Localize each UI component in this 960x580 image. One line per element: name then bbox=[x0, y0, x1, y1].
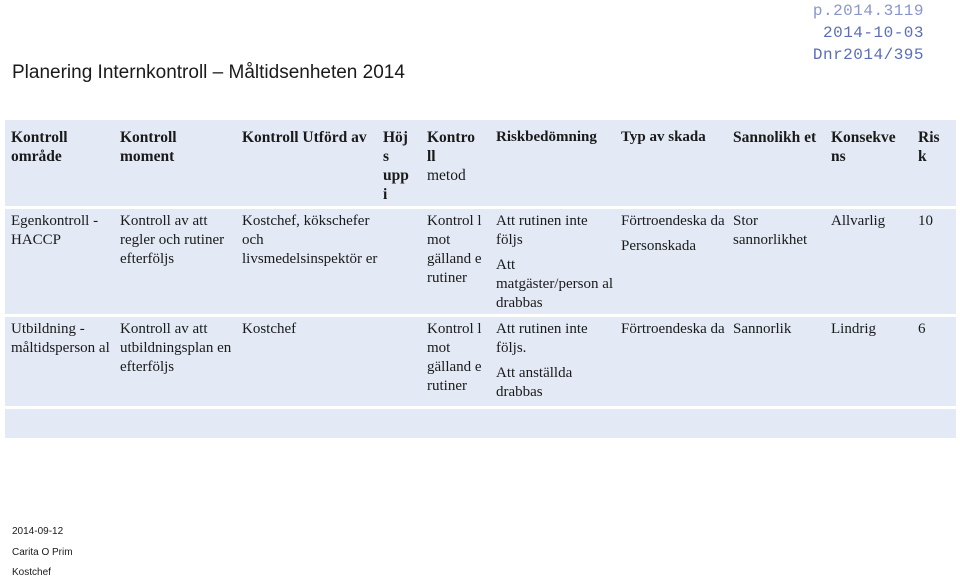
row1-sannolikhet: Stor sannorlikhet bbox=[733, 213, 808, 248]
header-kontroll-omrade: Kontroll område bbox=[11, 129, 68, 165]
row1-omrade: Egenkontroll - HACCP bbox=[11, 213, 99, 248]
header-kontroll-metod-normal: metod bbox=[427, 167, 466, 184]
footer-author: Carita O Prim bbox=[12, 547, 73, 558]
doc-ref-date: 2014-10-03 bbox=[822, 24, 924, 42]
footer-date: 2014-09-12 bbox=[12, 526, 64, 537]
footer-role: Kostchef bbox=[12, 567, 51, 578]
row1-risk-item: Att rutinen inte följs bbox=[496, 213, 588, 248]
row1-risk: 10 bbox=[918, 213, 933, 229]
header-konsekvens: Konsekve ns bbox=[831, 129, 896, 165]
row2-risk-item: Att rutinen inte följs. bbox=[496, 321, 588, 356]
row2-typ-av-skada: Förtroendeska da bbox=[621, 321, 725, 337]
row2-omrade: Utbildning - måltidsperson al bbox=[11, 321, 110, 356]
document-reference bbox=[813, 0, 924, 66]
row1-typ-av-skada bbox=[621, 212, 729, 256]
row1-utford: Kostchef, kökschefer och livsmedelsinspektör er bbox=[242, 213, 378, 267]
row2-riskbedomning bbox=[496, 320, 616, 402]
row1-metod: Kontrol l mot gälland e rutiner bbox=[427, 213, 482, 286]
row2-risk: 6 bbox=[918, 321, 926, 337]
row1-risk-item: Att matgäster/person al drabbas bbox=[496, 257, 614, 311]
header-riskbedomning: Riskbedömning bbox=[496, 129, 597, 145]
row-divider bbox=[5, 406, 956, 409]
header-kontroll-moment: Kontroll moment bbox=[120, 129, 177, 165]
row-divider bbox=[5, 206, 956, 209]
doc-ref-number: p.2014.3119 bbox=[812, 2, 924, 20]
row2-risk-item: Att anställda drabbas bbox=[496, 365, 573, 400]
row2-moment: Kontroll av att utbildningsplan en efterföljs bbox=[120, 321, 232, 375]
row1-skada-item: Förtroendeska da bbox=[621, 213, 725, 229]
header-sannolikhet: Sannolikh et bbox=[733, 129, 817, 146]
row1-konsekvens: Allvarlig bbox=[831, 213, 886, 229]
header-kontroll-metod-bold: Kontro ll bbox=[427, 129, 475, 165]
header-kontroll-utford-av: Kontroll Utförd av bbox=[242, 129, 367, 146]
page-title: Planering Internkontroll – Måltidsenheten 2014 bbox=[12, 62, 405, 83]
header-hojs-uppi: Höj s upp i bbox=[383, 129, 409, 203]
row2-metod: Kontrol l mot gälland e rutiner bbox=[427, 321, 482, 394]
control-table bbox=[5, 120, 956, 438]
header-typ-av-skada: Typ av skada bbox=[621, 129, 706, 145]
header-risk: Ris k bbox=[918, 129, 940, 165]
row-divider bbox=[5, 314, 956, 317]
row1-riskbedomning bbox=[496, 212, 616, 313]
row2-utford: Kostchef bbox=[242, 321, 297, 337]
doc-ref-dnr: Dnr2014/395 bbox=[812, 46, 924, 64]
header-kontroll-metod bbox=[427, 128, 487, 185]
row1-skada-item: Personskada bbox=[621, 238, 696, 254]
row2-konsekvens: Lindrig bbox=[831, 321, 876, 337]
row1-moment: Kontroll av att regler och rutiner efterföljs bbox=[120, 213, 225, 267]
row2-sannolikhet: Sannorlik bbox=[733, 321, 792, 337]
